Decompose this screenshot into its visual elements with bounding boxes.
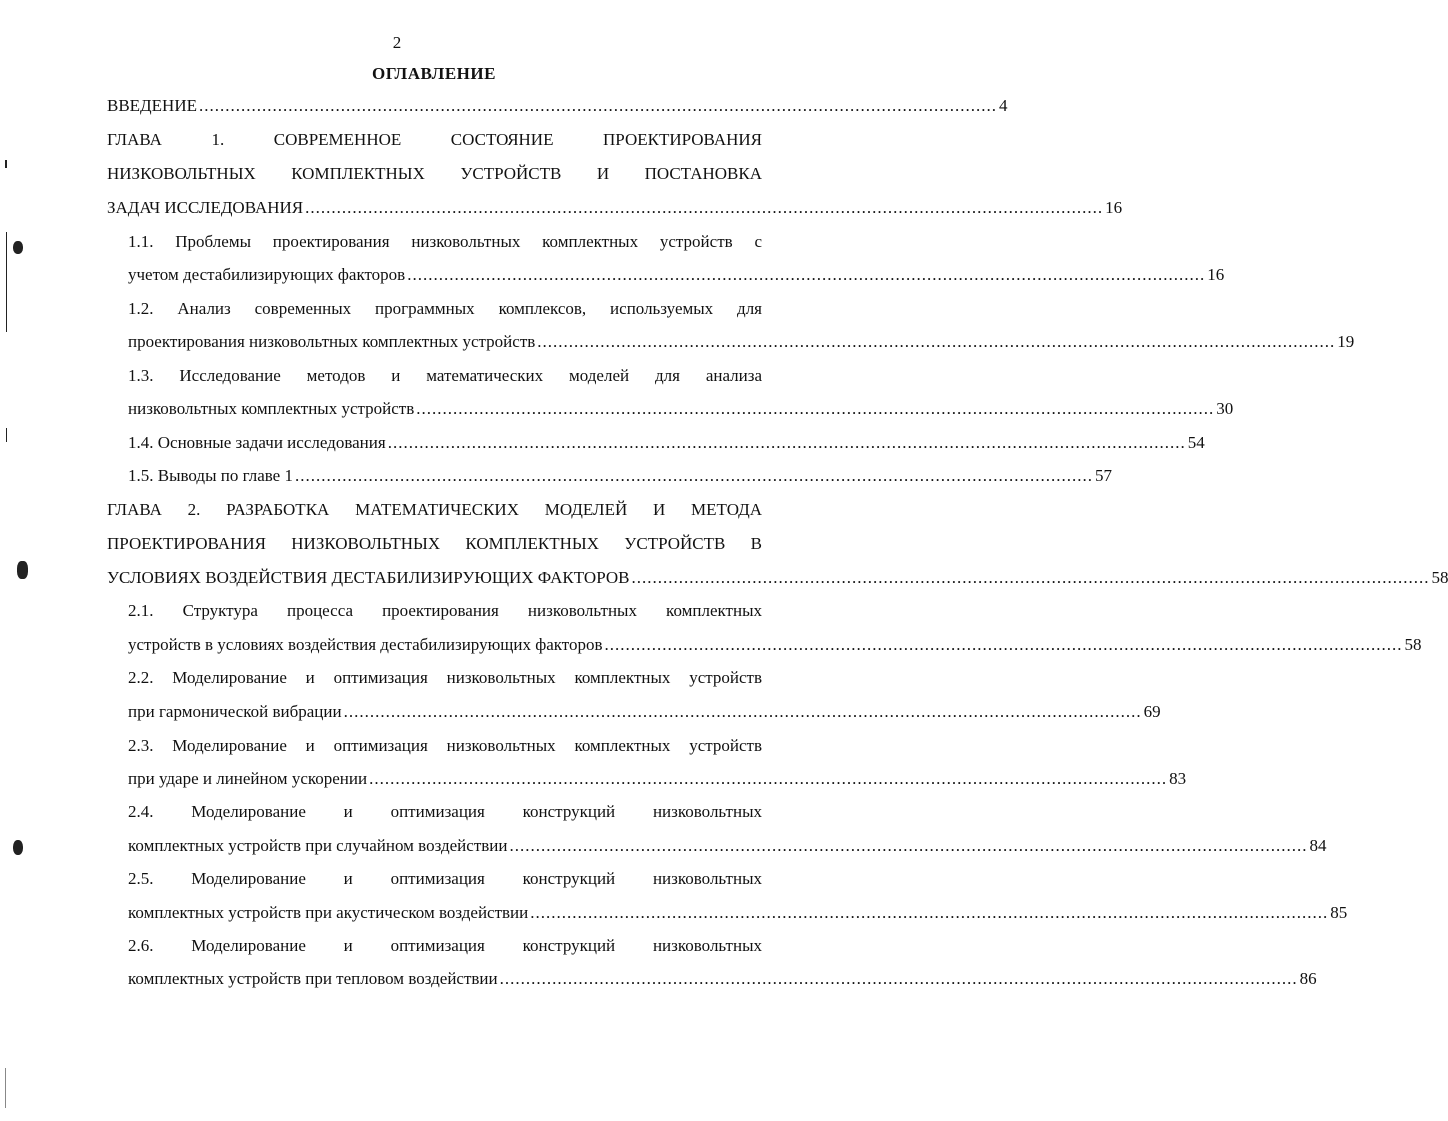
toc-entry-section-2-3[interactable] xyxy=(128,736,1187,792)
speck xyxy=(5,1068,6,1108)
toc-entry-chapter-2[interactable] xyxy=(107,500,1448,595)
toc-page-number: 58 xyxy=(1404,635,1422,654)
toc-entry-introduction[interactable] xyxy=(107,96,1008,118)
leader-dots: ........................................................................................................................................................ xyxy=(407,265,1206,284)
toc-entry-section-2-2[interactable] xyxy=(128,668,1161,724)
toc-entry-text: ГЛАВА 1. СОВРЕМЕННОЕ СОСТОЯНИЕ ПРОЕКТИРОВАНИЯ xyxy=(107,130,762,149)
toc-entry-text: при ударе и линейном ускорении xyxy=(128,769,368,788)
toc-page-number: 16 xyxy=(1105,198,1123,217)
toc-page-number: 86 xyxy=(1299,969,1317,988)
toc-page-number: 4 xyxy=(998,96,1008,115)
leader-dots: ........................................................................................................................................................ xyxy=(604,635,1403,654)
toc-entry-text: 1.1. Проблемы проектирования низковольтных комплектных устройств с xyxy=(128,232,762,251)
toc-page-number: 30 xyxy=(1216,399,1234,418)
toc-entry-text: комплектных устройств при случайном воздействии xyxy=(128,836,508,855)
toc-page-number: 69 xyxy=(1143,702,1161,721)
toc-entry-text: устройств в условиях воздействия дестабилизирующих факторов xyxy=(128,635,603,654)
toc-page-number: 16 xyxy=(1207,265,1225,284)
leader-dots: ........................................................................................................................................................ xyxy=(305,198,1104,217)
toc-entry-text: при гармонической вибрации xyxy=(128,702,342,721)
toc-entry-section-2-5[interactable] xyxy=(128,869,1348,925)
leader-dots: ........................................................................................................................................................ xyxy=(294,466,1093,485)
toc-entry-section-1-5[interactable] xyxy=(128,466,1112,488)
leader-dots: ........................................................................................................................................................ xyxy=(499,969,1298,988)
leader-dots: ........................................................................................................................................................ xyxy=(416,399,1215,418)
toc-entry-section-1-4[interactable] xyxy=(128,433,1205,455)
toc-entry-text: учетом дестабилизирующих факторов xyxy=(128,265,406,284)
toc-entry-section-2-4[interactable] xyxy=(128,802,1327,858)
page-number: 2 xyxy=(392,33,402,52)
toc-entry-text: проектирования низковольтных комплектных устройств xyxy=(128,332,536,351)
ink-blot xyxy=(17,561,28,579)
toc-entry-text: 2.1. Структура процесса проектирования низковольтных комплектных xyxy=(128,601,762,620)
ink-blot xyxy=(13,840,23,855)
leader-dots: ........................................................................................................................................................ xyxy=(198,96,997,115)
speck xyxy=(6,428,7,442)
toc-page-number: 58 xyxy=(1431,568,1448,587)
leader-dots: ........................................................................................................................................................ xyxy=(537,332,1336,351)
toc-entry-text: 1.3. Исследование методов и математических моделей для анализа xyxy=(128,366,762,385)
leader-dots: ........................................................................................................................................................ xyxy=(631,568,1430,587)
toc-entry-text: 1.5. Выводы по главе 1 xyxy=(128,466,293,485)
leader-dots: ........................................................................................................................................................ xyxy=(343,702,1142,721)
toc-page-number: 85 xyxy=(1330,903,1348,922)
toc-entry-text: 1.2. Анализ современных программных комплексов, используемых для xyxy=(128,299,762,318)
toc-entry-text: НИЗКОВОЛЬТНЫХ КОМПЛЕКТНЫХ УСТРОЙСТВ И ПОСТАНОВКА xyxy=(107,164,762,183)
toc-entry-text: 1.4. Основные задачи исследования xyxy=(128,433,386,452)
leader-dots: ........................................................................................................................................................ xyxy=(509,836,1308,855)
toc-entry-text: 2.6. Моделирование и оптимизация конструкций низковольтных xyxy=(128,936,762,955)
toc-title: ОГЛАВЛЕНИЕ xyxy=(372,64,496,83)
toc-entry-text: 2.2. Моделирование и оптимизация низковольтных комплектных устройств xyxy=(128,668,762,687)
toc-entry-chapter-1[interactable] xyxy=(107,130,1123,225)
toc-entry-text: УСЛОВИЯХ ВОЗДЕЙСТВИЯ ДЕСТАБИЛИЗИРУЮЩИХ ФАКТОРОВ xyxy=(107,568,630,587)
toc-entry-text: ВВЕДЕНИЕ xyxy=(107,96,197,115)
toc-entry-text: 2.3. Моделирование и оптимизация низковольтных комплектных устройств xyxy=(128,736,762,755)
toc-entry-section-1-3[interactable] xyxy=(128,366,1234,422)
toc-page-number: 57 xyxy=(1094,466,1112,485)
toc-entry-section-1-2[interactable] xyxy=(128,299,1355,355)
toc-entry-text: ЗАДАЧ ИССЛЕДОВАНИЯ xyxy=(107,198,304,217)
toc-entry-section-2-1[interactable] xyxy=(128,601,1422,657)
ink-blot xyxy=(13,241,23,254)
toc-page-number: 83 xyxy=(1169,769,1187,788)
toc-entry-text: комплектных устройств при тепловом воздействии xyxy=(128,969,498,988)
toc-page-number: 54 xyxy=(1187,433,1205,452)
toc-entry-text: 2.4. Моделирование и оптимизация конструкций низковольтных xyxy=(128,802,762,821)
toc-entry-text: 2.5. Моделирование и оптимизация конструкций низковольтных xyxy=(128,869,762,888)
toc-entry-text: комплектных устройств при акустическом воздействии xyxy=(128,903,529,922)
toc-entry-section-2-6[interactable] xyxy=(128,936,1317,992)
leader-dots: ........................................................................................................................................................ xyxy=(387,433,1186,452)
toc-entry-text: ПРОЕКТИРОВАНИЯ НИЗКОВОЛЬТНЫХ КОМПЛЕКТНЫХ УСТРОЙСТВ В xyxy=(107,534,762,553)
leader-dots: ........................................................................................................................................................ xyxy=(530,903,1329,922)
speck xyxy=(5,160,7,168)
margin-line xyxy=(6,232,7,332)
toc-entry-section-1-1[interactable] xyxy=(128,232,1225,288)
leader-dots: ........................................................................................................................................................ xyxy=(369,769,1168,788)
toc-entry-text: низковольтных комплектных устройств xyxy=(128,399,415,418)
toc-page-number: 84 xyxy=(1309,836,1327,855)
toc-entry-text: ГЛАВА 2. РАЗРАБОТКА МАТЕМАТИЧЕСКИХ МОДЕЛЕЙ И МЕТОДА xyxy=(107,500,762,519)
toc-page-number: 19 xyxy=(1337,332,1355,351)
